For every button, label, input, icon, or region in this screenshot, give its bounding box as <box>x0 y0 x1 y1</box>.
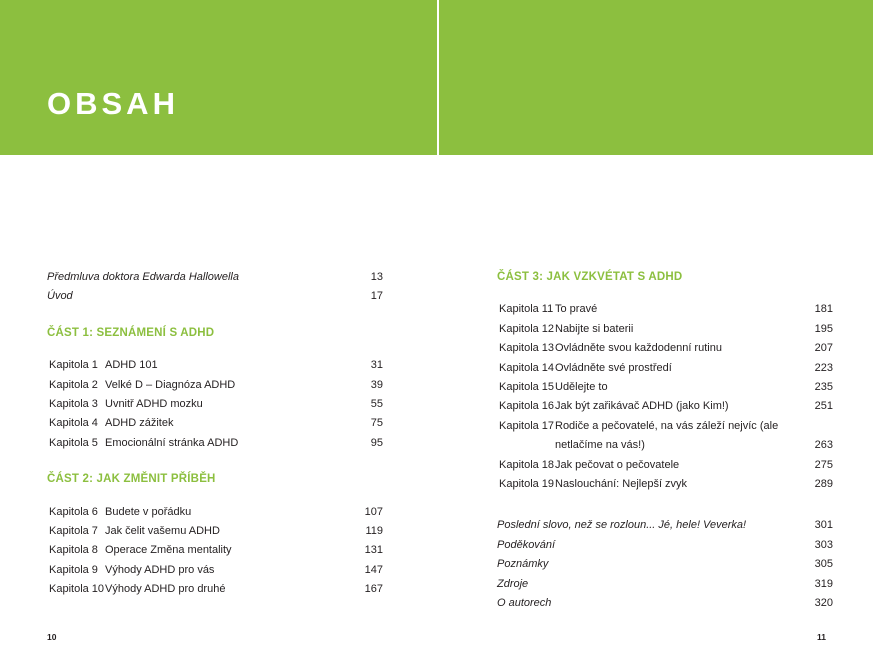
toc-entry-number: Kapitola 5 <box>49 436 98 449</box>
toc-entry[interactable] <box>497 575 833 594</box>
toc-entry-title: Výhody ADHD pro vás <box>105 563 215 576</box>
toc-entry-page: 320 <box>814 597 833 610</box>
toc-entry-number: Kapitola 12 <box>499 322 555 335</box>
toc-entry[interactable] <box>497 555 833 574</box>
toc-entry-number: Kapitola 15 <box>499 381 555 394</box>
toc-entry[interactable] <box>47 414 383 433</box>
toc-entry-number: Kapitola 8 <box>49 544 98 557</box>
toc-entry-title: Poděkování <box>497 538 556 551</box>
toc-entry-page: 301 <box>814 519 833 532</box>
spacer <box>47 307 383 324</box>
toc-entry-title <box>555 417 799 456</box>
part-heading-3: ČÁST 3: JAK VZKVÉTAT S ADHD <box>497 271 683 283</box>
toc-entry-number: Kapitola 18 <box>499 458 555 471</box>
toc-entry-title: Uvnitř ADHD mozku <box>105 398 203 411</box>
toc-entry-title: Jak pečovat o pečovatele <box>555 458 680 471</box>
toc-entry-page: 31 <box>370 359 383 372</box>
toc-entry-page: 207 <box>814 342 833 355</box>
toc-entry-title: Emocionální stránka ADHD <box>105 436 239 449</box>
toc-entry[interactable] <box>47 376 383 395</box>
toc-entry-page: 305 <box>814 558 833 571</box>
part-heading-2: ČÁST 2: JAK ZMĚNIT PŘÍBĚH <box>47 473 216 486</box>
toc-entry[interactable] <box>47 268 383 287</box>
toc-entry-page: 223 <box>814 361 833 374</box>
toc-entry-page: 263 <box>814 439 833 452</box>
toc-entry-page: 289 <box>814 478 833 491</box>
toc-entry-title: Předmluva doktora Edwarda Hallowella <box>47 271 239 283</box>
toc-entry-number: Kapitola 6 <box>49 505 98 518</box>
spacer <box>497 494 833 516</box>
toc-entry-title: Zdroje <box>497 577 529 590</box>
toc-entry-number: Kapitola 9 <box>49 563 98 576</box>
toc-entry-title: Naslouchání: Nejlepší zvyk <box>555 478 688 491</box>
toc-entry-title: Velké D – Diagnóza ADHD <box>105 378 236 391</box>
toc-entry[interactable] <box>47 356 383 375</box>
toc-entry-title: Poslední slovo, než se rozloun... Jé, hele! Veverka! <box>497 519 747 532</box>
toc-entry[interactable] <box>47 580 383 599</box>
toc-entry-page: 17 <box>370 290 383 303</box>
toc-entry[interactable] <box>497 339 833 358</box>
toc-entry-title: Úvod <box>47 290 73 303</box>
toc-entry-title: Budete v pořádku <box>105 505 192 518</box>
toc-entry-number: Kapitola 13 <box>499 342 555 355</box>
toc-entry-number: Kapitola 11 <box>499 303 554 316</box>
part-heading-1: ČÁST 1: SEZNÁMENÍ S ADHD <box>47 326 215 339</box>
toc-entry-title-line1: Rodiče a pečovatelé, na vás záleží <box>555 419 725 432</box>
toc-entry-number: Kapitola 1 <box>49 359 98 372</box>
toc-entry-title: ADHD 101 <box>105 359 158 372</box>
toc-entry[interactable] <box>497 594 833 613</box>
toc-entry-page: 235 <box>814 381 833 394</box>
header-divider <box>437 0 439 155</box>
toc-entry-number: Kapitola 19 <box>499 478 555 491</box>
toc-entry-number: Kapitola 16 <box>499 400 555 413</box>
spacer <box>47 453 383 470</box>
toc-entry-title: Nabijte si baterii <box>555 322 634 335</box>
toc-entry-page: 319 <box>814 577 833 590</box>
toc-entry[interactable] <box>497 475 833 494</box>
toc-entry[interactable] <box>47 503 383 522</box>
toc-entry-title-line2: nejvíc (ale netlačíme na vás!) <box>555 419 779 452</box>
toc-entry[interactable] <box>497 359 833 378</box>
toc-entry-title: Poznámky <box>497 558 549 571</box>
toc-entry-title: ADHD zážitek <box>105 417 174 430</box>
toc-entry-number: Kapitola 10 <box>49 583 105 596</box>
toc-entry[interactable] <box>497 516 833 535</box>
toc-entry[interactable] <box>497 300 833 319</box>
toc-entry-title: Udělejte to <box>555 381 608 394</box>
toc-entry-page: 167 <box>364 583 383 596</box>
toc-entry-title: Operace Změna mentality <box>105 544 232 557</box>
toc-entry-page: 95 <box>370 436 383 449</box>
toc-entry[interactable] <box>47 561 383 580</box>
spacer <box>47 490 383 503</box>
toc-entry-number: Kapitola 4 <box>49 417 98 430</box>
toc-entry[interactable] <box>497 378 833 397</box>
toc-entry-title: O autorech <box>497 597 552 610</box>
toc-entry[interactable] <box>47 287 383 306</box>
toc-entry-number: Kapitola 14 <box>499 361 555 374</box>
toc-entry-title: Ovládněte svou každodenní rutinu <box>555 342 722 355</box>
spacer <box>497 287 833 300</box>
page-title: OBSAH <box>47 86 179 121</box>
toc-entry-page: 195 <box>814 322 833 335</box>
toc-entry-title: Jak čelit vašemu ADHD <box>105 525 220 538</box>
toc-entry-page: 275 <box>814 458 833 471</box>
toc-entry-page: 55 <box>370 398 383 411</box>
toc-entry-title: Ovládněte své prostředí <box>555 361 672 374</box>
toc-left-column <box>47 268 383 600</box>
toc-entry-page: 75 <box>370 417 383 430</box>
toc-entry-number: Kapitola 17 <box>499 419 555 432</box>
toc-entry-page: 13 <box>370 271 383 283</box>
toc-entry-number: Kapitola 7 <box>49 525 98 538</box>
toc-entry-page: 181 <box>814 303 833 316</box>
toc-entry[interactable] <box>497 536 833 555</box>
toc-entry-number: Kapitola 3 <box>49 398 98 411</box>
toc-entry[interactable] <box>47 395 383 414</box>
folio-left: 10 <box>47 632 57 642</box>
toc-entry-page: 119 <box>365 525 383 538</box>
toc-entry-page: 147 <box>364 563 383 576</box>
toc-entry[interactable] <box>47 434 383 453</box>
toc-entry-page: 107 <box>364 505 383 518</box>
toc-entry[interactable] <box>497 320 833 339</box>
toc-entry-page: 131 <box>364 544 383 557</box>
toc-entry[interactable] <box>497 417 833 456</box>
toc-entry[interactable] <box>497 397 833 416</box>
toc-entry[interactable] <box>47 522 383 541</box>
toc-entry-title: Jak být zařikávač ADHD (jako Kim!) <box>555 400 729 413</box>
toc-entry-number: Kapitola 2 <box>49 378 98 391</box>
toc-right-column <box>497 268 833 614</box>
header-band <box>0 0 873 155</box>
folio-right: 11 <box>817 632 826 642</box>
toc-entry-title: Výhody ADHD pro druhé <box>105 583 226 596</box>
spacer <box>47 343 383 356</box>
toc-entry-page: 303 <box>814 538 833 551</box>
toc-entry-title: To pravé <box>555 303 598 316</box>
toc-entry-page: 251 <box>814 400 833 413</box>
toc-entry-page: 39 <box>370 378 383 391</box>
toc-entry[interactable] <box>497 456 833 475</box>
toc-entry[interactable] <box>47 541 383 560</box>
